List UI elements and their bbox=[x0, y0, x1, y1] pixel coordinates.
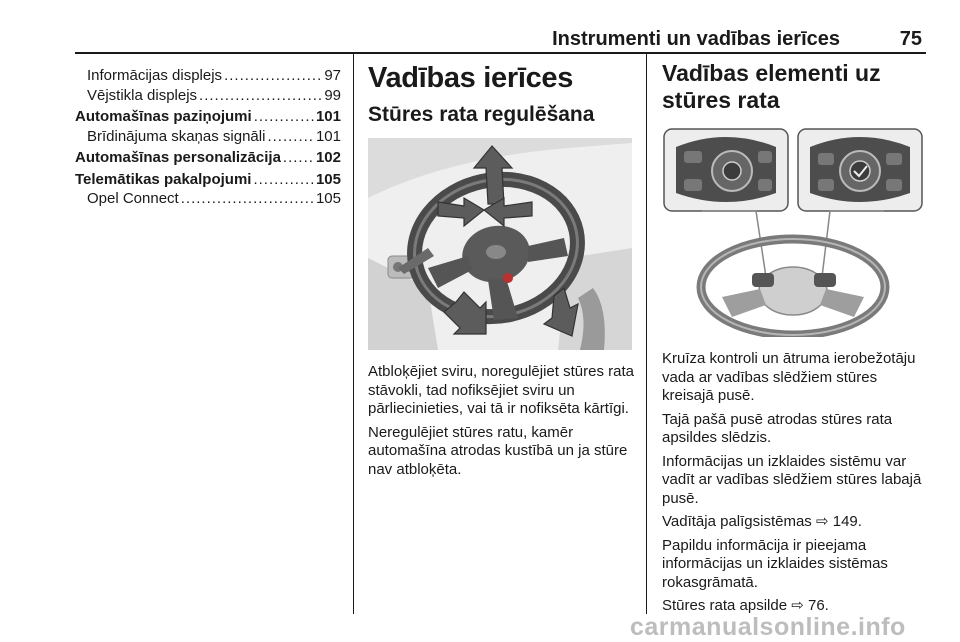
steering-adjust-illustration bbox=[368, 138, 632, 350]
body-paragraph: Atbloķējiet sviru, noregulējiet stūres rata stāvokli, tad nofiksējiet sviru un pārliecinieties, vai tā ir nofiksēta kārtīgi. bbox=[368, 363, 634, 417]
page-number: 75 bbox=[899, 28, 922, 50]
column-divider-2 bbox=[646, 54, 647, 614]
reference-text: Vadītāja palīgsistēmas bbox=[662, 513, 812, 530]
toc-entry-label: Vējstikla displejs bbox=[87, 86, 198, 104]
steering-controls-section bbox=[662, 60, 930, 621]
column-divider-1 bbox=[353, 54, 354, 614]
toc-entry-label: Automašīnas personalizācija bbox=[75, 149, 281, 166]
watermark: carmanualsonline.info bbox=[630, 613, 906, 641]
subsection-heading: Stūres rata regulēšana bbox=[368, 103, 595, 126]
table-of-contents bbox=[75, 66, 341, 209]
toc-entry-label: Automašīnas paziņojumi bbox=[75, 108, 252, 125]
body-paragraph: Papildu informācija ir pieejama informācijas un izklaides sistēmas rokasgrāmatā. bbox=[662, 536, 888, 591]
steering-controls-diagram bbox=[662, 127, 924, 337]
toc-entry[interactable] bbox=[75, 148, 341, 168]
toc-entry-page: 99 bbox=[324, 86, 341, 104]
cross-reference[interactable] bbox=[662, 513, 930, 532]
toc-entry[interactable] bbox=[75, 66, 341, 86]
reference-text: Stūres rata apsilde bbox=[662, 597, 788, 614]
toc-entry-page: 105 bbox=[315, 170, 341, 188]
toc-entry-label: Brīdinājuma skaņas signāli bbox=[87, 127, 266, 145]
page-reference-arrow-icon: ⇨ bbox=[791, 597, 804, 614]
toc-entry-page: 97 bbox=[324, 67, 341, 84]
toc-entry-page: 101 bbox=[315, 108, 341, 125]
body-paragraph: Neregulējiet stūres ratu, kamēr automašīna atrodas kustībā un ja stūre nav atbloķēta. bbox=[368, 423, 628, 478]
body-paragraph: Tajā pašā pusē atrodas stūres rata apsildes slēdzis. bbox=[662, 410, 893, 446]
toc-entry[interactable] bbox=[75, 189, 341, 209]
page-reference-arrow-icon: ⇨ bbox=[815, 513, 829, 530]
toc-entry-label: Informācijas displejs bbox=[87, 67, 223, 84]
steering-controls-illustration bbox=[662, 127, 924, 337]
header-divider bbox=[75, 52, 926, 54]
toc-entry-page: 101 bbox=[315, 127, 341, 145]
toc-entry[interactable] bbox=[75, 86, 341, 106]
section-heading: Vadības ierīces bbox=[368, 62, 574, 94]
reference-page: 76. bbox=[808, 597, 829, 614]
toc-entry[interactable] bbox=[75, 107, 341, 127]
reference-page: 149. bbox=[832, 513, 862, 530]
steering-wheel-diagram bbox=[368, 138, 632, 350]
toc-entry[interactable] bbox=[75, 170, 341, 190]
toc-entry-page: 102 bbox=[315, 149, 341, 166]
body-paragraph: Informācijas un izklaides sistēmu var vadīt ar vadības slēdžiem stūres labajā pusē. bbox=[662, 452, 922, 507]
steering-adjust-section bbox=[368, 60, 636, 484]
section-heading: Vadības elementi uz stūres rata bbox=[662, 60, 881, 113]
toc-entry-label: Telemātikas pakalpojumi bbox=[75, 170, 252, 188]
running-header-title: Instrumenti un vadības ierīces bbox=[552, 28, 840, 50]
body-paragraph: Kruīza kontroli un ātruma ierobežotāju vada ar vadības slēdžiem stūres kreisajā pusē. bbox=[662, 350, 916, 404]
toc-entry-page: 105 bbox=[315, 190, 341, 207]
toc-entry-label: Opel Connect bbox=[87, 190, 179, 207]
toc-entry[interactable] bbox=[75, 127, 341, 147]
